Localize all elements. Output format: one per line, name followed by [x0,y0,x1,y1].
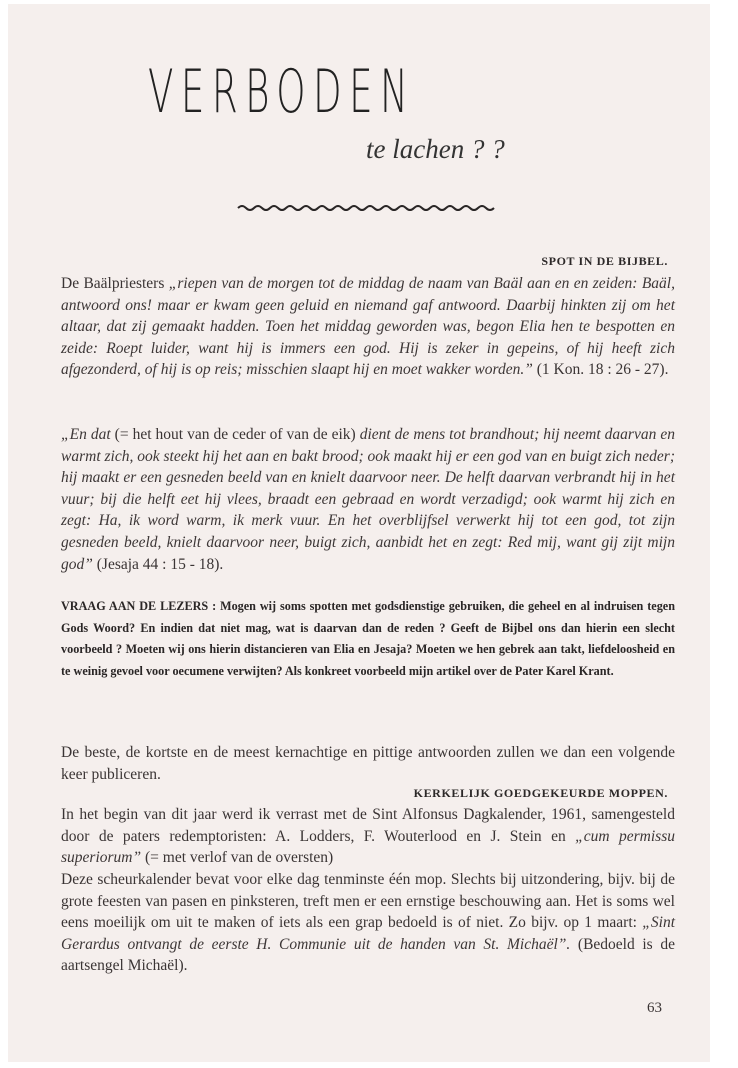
page-subtitle: te lachen ? ? [366,134,505,164]
section-heading-moppen: KERKELIJK GOEDGEKEURDE MOPPEN. [413,786,668,800]
page-title: VERBODEN [148,57,416,127]
bible-quote-isaiah: „En dat (= het hout van de ceder of van de eik) dient de mens tot brandhout; hij neemt daarvan en warmt zich, ook steekt hij het aan en bakt brood; ook maakt hij er een god van en buigt zich neder; hij maakt er een gesneden beeld van en knielt daarvoor neer. De helft daarvan verbrandt hij in het vuur; bij die helft eet hij vlees, braadt een gebraad en wordt verzadigd; ook warmt hij zich en zegt: Ha, ik word warm, ik merk vuur. En het overblijfsel verwerkt hij tot een god, tot zijn gesneden beeld, knielt daarvoor neer, buigt zich, aanbidt het en zegt: Red mij, want gij zijt mijn god” (Jesaja 44 : 15 - 18). [61,426,675,573]
decorative-wavy-rule [236,202,498,214]
magazine-page [8,4,710,1062]
announcement-paragraph: De beste, de kortste en de meest kernachtige en pittige antwoorden zullen we dan een volgende keer publiceren. [61,744,675,783]
title-block [148,57,579,127]
bible-quote-kings: De Baälpriesters „riepen van de morgen tot de middag de naam van Baäl aan en en zeiden: Baäl, antwoord ons! maar er kwam geen geluid en niemand gaf antwoord. Daarbij hinkten zij om het altaar, dat zij gemaakt hadden. Toen het middag geworden was, begon Elia hen te bespotten en zeide: Roept luider, want hij is immers een god. Hij is zeker in gepeins, of hij heeft zich afgezonderd, of hij is op reis; misschien slaapt hij en moet wakker worden.” (1 Kon. 18 : 26 - 27). [61,275,675,379]
calendar-description-paragraph: Deze scheurkalender bevat voor elke dag tenminste één mop. Slechts bij uitzondering, bijv. bij de grote feesten van pasen en pinksteren, treft men er een ernstige beschouwing aan. Het is soms wel eens moeilijk om uit te maken of iets als een grap bedoeld is of niet. Zo bijv. op 1 maart: „Sint Gerardus ontvangt de eerste H. Communie uit de handen van St. Michaël”. (Bedoeld is de aartsengel Michaël). [61,871,675,975]
calendar-intro-paragraph: In het begin van dit jaar werd ik verrast met de Sint Alfonsus Dagkalender, 1961, samengesteld door de paters redemptoristen: A. Lodders, F. Wouterlood en J. Stein en „cum permissu superiorum” (= met verlof van de oversten) [61,806,675,867]
reader-question: VRAAG AAN DE LEZERS : Mogen wij soms spotten met godsdienstige gebruiken, die geheel en al indruisen tegen Gods Woord? En indien dat niet mag, wat is daarvan dan de reden ? Geeft de Bijbel ons dan hierin een slecht voorbeeld ? Moeten wij ons hierin distancieren van Elia en Jesaja? Moeten we hen gebrek aan takt, liefdeloosheid en te weinig gevoel voor oecumene verwijten? Als konkreet voorbeeld mijn artikel over de Pater Karel Krant. [61,599,675,678]
section-heading-spot: SPOT IN DE BIJBEL. [541,254,668,268]
page-number: 63 [647,1000,662,1016]
